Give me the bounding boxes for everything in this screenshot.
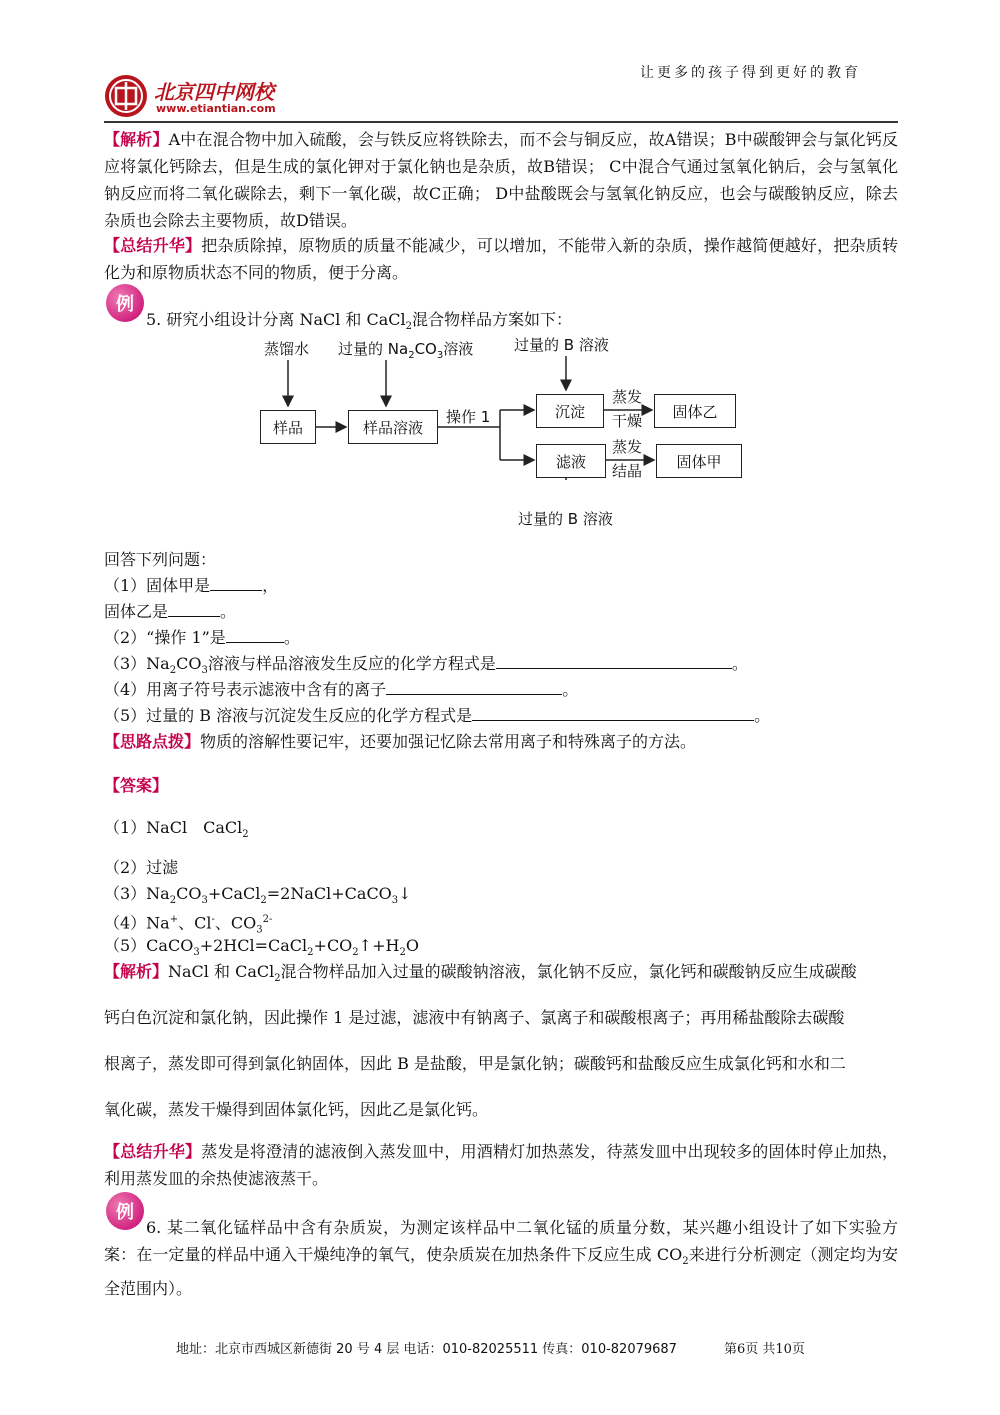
hint-tag: 【思路点拨】 (104, 732, 201, 751)
analysis-5-line-1: 【解析】NaCl 和 CaCl$_2$混合物样品加入过量的碳酸钠溶液，氯化钠不反应，氯化钙和碳酸钠反应生成碳酸 (104, 962, 857, 985)
summary-5-tag: 【总结升华】 (104, 1142, 202, 1161)
logo-emblem-icon (104, 74, 148, 118)
logo (104, 74, 404, 120)
box-filtrate: 滤液 (536, 444, 606, 478)
question-6-text: 6. 某二氧化锰样品中含有杂质炭，为测定该样品中二氧化锰的质量分数，某兴趣小组设计了如下实验方案：在一定量的样品中通入干燥纯净的氧气，使杂质炭在加热条件下反应生成 $CO_2$来进行分析测定（测定均为安全范围内）。 (104, 1218, 898, 1299)
analysis-5-line-4: 氧化碳，蒸发干燥得到固体氯化钙，因此乙是氯化钙。 (104, 1100, 489, 1119)
analysis-5-tag: 【解析】 (104, 962, 169, 981)
logo-url: www.etiantian.com (156, 102, 276, 115)
box-solid-b: 固体乙 (654, 394, 736, 428)
footer-address: 地址：北京市西城区新德街 20 号 4 层 电话：010-82025511 传真：010-82079687 (176, 1342, 677, 1357)
question-5: （5）过量的 B 溶液与沉淀发生反应的化学方程式是 。 (104, 706, 771, 725)
header-divider (104, 121, 898, 123)
summary-5-text: 蒸发是将澄清的滤液倒入蒸发皿中，用酒精灯加热蒸发，待蒸发皿中出现较多的固体时停止加热，利用蒸发皿的余热使滤液蒸干。 (104, 1142, 898, 1188)
example-badge-icon: 例 (106, 284, 144, 322)
label-dry: 干燥 (612, 412, 643, 430)
flow-diagram (0, 330, 1000, 540)
summary-5-paragraph (104, 1138, 898, 1192)
analysis-5-line-3: 根离子，蒸发即可得到氯化钠固体，因此 B 是盐酸，甲是氯化钠；碳酸钙和盐酸反应生成氯化钙和水和二 (104, 1054, 846, 1073)
box-sample-solution: 样品溶液 (348, 410, 438, 444)
answer-tag-line (104, 774, 168, 798)
question-3: $(3)Na_2CO_3$溶液与样品溶液发生反应的化学方程式是 。 (104, 654, 748, 677)
answer-2: （2）过滤 (104, 858, 179, 877)
box-sample: 样品 (260, 410, 316, 444)
header-slogan: 让更多的孩子得到更好的教育 (640, 65, 861, 81)
box-solid-a: 固体甲 (656, 444, 742, 478)
question-2: （2）“操作 1”是 。 (104, 628, 300, 647)
summary-tag: 【总结升华】 (104, 236, 202, 255)
question-1a: （1）固体甲是 ， (104, 576, 279, 595)
example-6-badge-icon: 例 (106, 1192, 144, 1230)
logo-text: 北京四中网校 (154, 80, 274, 104)
flow-arrows (0, 330, 1000, 540)
analysis-5-line-2: 钙白色沉淀和氯化钠，因此操作 1 是过滤，滤液中有钠离子、氯离子和碳酸根离子；再用稀盐酸除去碳酸 (104, 1008, 845, 1027)
question-4: （4）用离子符号表示滤液中含有的离子 。 (104, 680, 579, 699)
box-precipitate: 沉淀 (536, 394, 604, 428)
answer-tag: 【答案】 (104, 776, 169, 795)
hint-text: 物质的溶解性要记牢，还要加强记忆除去常用离子和特殊离子的方法。 (200, 732, 697, 751)
footer-page-number: 第6页 共10页 (724, 1342, 805, 1357)
label-operation-1: 操作 1 (446, 408, 491, 426)
analysis-paragraph (104, 126, 898, 234)
analysis-text: A中在混合物中加入硫酸，会与铁反应将铁除去，而不会与铜反应，故A错误；B中碳酸钾会与氯化钙反应将氯化钙除去，但是生成的氯化钾对于氯化钠也是杂质，故B错误； C中混合气通过氢氧化钠后，会与氢氧化钠反应而将二氧化碳除去，剩下一氧化碳，故C正确； D中盐酸既会与氢氧化钠反应，也会与碳酸钠反应，除去杂质也会除去主要物质，故D错误。 (104, 130, 898, 230)
summary-text: 把杂质除掉，原物质的质量不能减少，可以增加，不能带入新的杂质，操作越简便越好，把杂质转化为和原物质状态不同的物质，便于分离。 (104, 236, 898, 282)
question-1b: 固体乙是 。 (104, 602, 237, 621)
answer-intro: 回答下列问题： (104, 550, 217, 569)
analysis-tag: 【解析】 (104, 130, 169, 149)
summary-paragraph (104, 232, 898, 286)
label-crystallize: 结晶 (612, 462, 643, 480)
label-na2co3-solution: 过量的 $Na_2CO_3$溶液 (338, 340, 474, 361)
label-distilled-water: 蒸馏水 (264, 340, 310, 358)
label-evaporate-1: 蒸发 (612, 388, 643, 406)
label-b-solution-bottom: 过量的 B 溶液 (518, 510, 613, 528)
answer-5: $(5)CaCO_3+2HCl=CaCl_2+CO_2↑+H_2O$ (104, 936, 419, 959)
label-b-solution-top: 过量的 B 溶液 (514, 336, 609, 354)
answer-4: （4）Na+、Cl-、$CO_3^{2-}$ (104, 913, 273, 936)
question-5-title: 5. 研究小组设计分离 NaCl 和 CaCl$_2$混合物样品方案如下： (146, 310, 573, 333)
answer-3: $(3)Na_2CO_3+CaCl_2=2NaCl+CaCO_3↓$ (104, 884, 412, 907)
answer-1: （1）NaCl CaCl$_2$ (104, 818, 249, 841)
label-evaporate-2: 蒸发 (612, 438, 643, 456)
hint-line (104, 730, 696, 754)
